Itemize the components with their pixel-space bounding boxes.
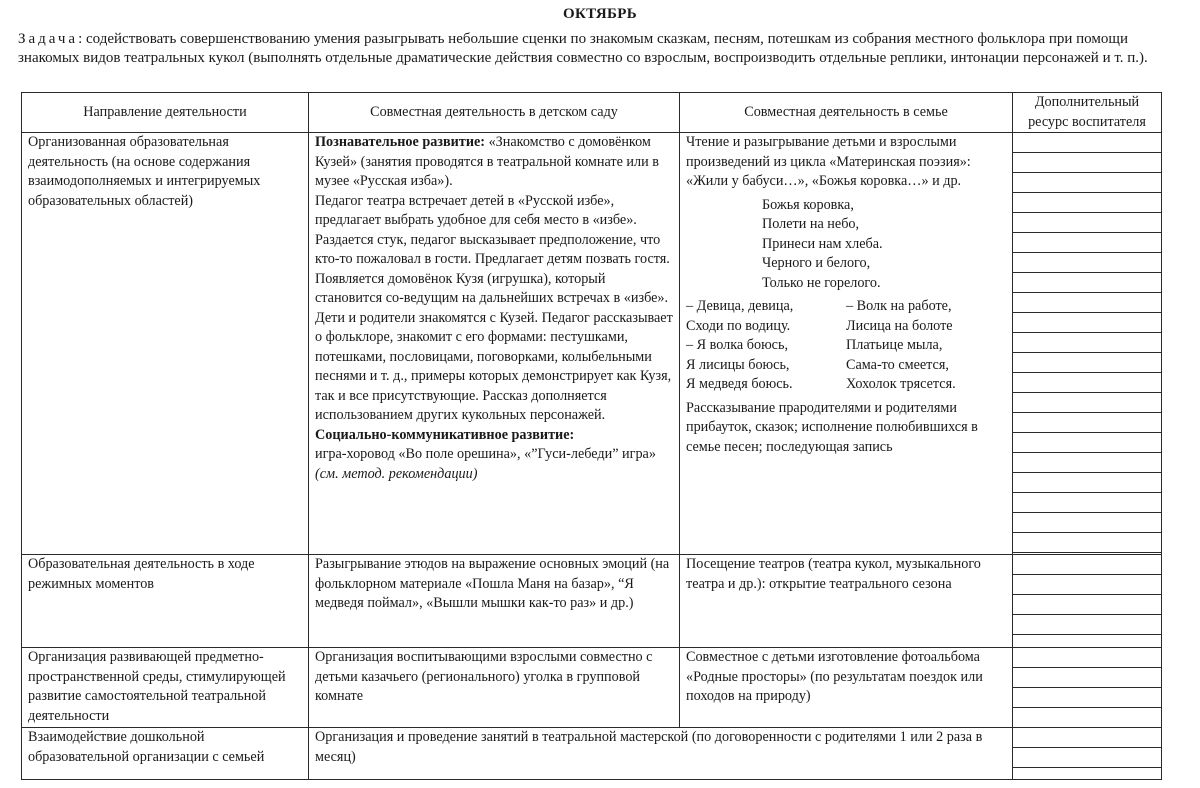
poem-line: Только не горелого.: [762, 274, 881, 291]
poem-line: Божья коровка,: [762, 196, 854, 213]
cell-kindergarten: [309, 133, 680, 555]
header-resource: Дополнительный ресурс воспитателя: [1013, 93, 1162, 133]
cell-family: Посещение театров (театра кукол, музыкального театра и др.): открытие театрального сезона: [680, 555, 1013, 648]
section-text: игра-хоровод «Во поле орешина», «”Гуси-лебеди” игра»: [315, 446, 656, 462]
table-row: [22, 133, 1162, 555]
cell-direction: Организованная образовательная деятельность (на основе содержания взаимодополняемых и интегрируемых образовательных областей): [22, 133, 309, 555]
cell-direction: Взаимодействие дошкольной образовательной организации с семьей: [22, 728, 309, 780]
cell-merged-activity: Организация и проведение занятий в театральной мастерской (по договоренности с родителями 1 или 2 раза в месяц): [309, 728, 1013, 780]
section-heading: Познавательное развитие:: [315, 134, 486, 150]
section-heading: Социально-коммуникативное развитие:: [315, 426, 575, 443]
poem-dialogue: [686, 297, 1006, 395]
poem-line: Платьице мыла,: [846, 337, 943, 353]
cell-family: [680, 133, 1013, 555]
task-text: : содействовать совершенствованию умения разыгрывать небольшие сценки по знакомым сказкам, песням, потешкам из собрания местного фольклора при помощи знакомых видов театральных кукол (выполнять отдельные драматические действия совместно со взрослым, воспроизводить отдельные реплики, интонации персонажей и т. п.).: [18, 31, 1148, 66]
cell-direction: Образовательная деятельность в ходе режимных моментов: [22, 555, 309, 648]
poem-line: Я медведя боюсь.: [686, 376, 793, 392]
writing-lines: [1013, 133, 1161, 554]
header-family: Совместная деятельность в семье: [680, 93, 1013, 133]
writing-lines: [1013, 555, 1161, 647]
header-direction: Направление деятельности: [22, 93, 309, 133]
activity-plan-table: [21, 92, 1162, 780]
lesson-description: Педагог театра встречает детей в «Русской избе», предлагает выбрать удобное для себя место в «избе». Раздается стук, педагог высказывает предположение, что кто-то пожаловал в гости. Предлагает детям позвать гостя. Появляется домовёнок Кузя (игрушка), который становится со-ведущим на дальнейших встречах в «избе». Дети и родители знакомятся с Кузей. Педагог рассказывает о фольклоре, знакомит с его формами: пестушками, потешками, пословицами, поговорками, колыбельными песнями и т. д., примеры которых демонстрирует как Кузя, так и все присутствующие. Рассказ дополняется использованием других кукольных персонажей.: [315, 192, 673, 423]
table-header-row: [22, 93, 1162, 133]
cell-family: Совместное с детьми изготовление фотоальбома «Родные просторы» (по результатам поездок или походов на природу): [680, 648, 1013, 728]
table-row: [22, 728, 1162, 780]
cell-resource: [1013, 648, 1162, 728]
poem-line: – Я волка боюсь,: [686, 337, 788, 353]
cell-resource: [1013, 133, 1162, 555]
task-label: Задача: [18, 31, 79, 47]
poem-line: – Волк на работе,: [846, 298, 952, 314]
task-paragraph: [18, 30, 1180, 68]
social-development-paragraph: [315, 445, 673, 484]
writing-lines: [1013, 648, 1161, 727]
page-title: ОКТЯБРЬ: [563, 6, 637, 22]
poem-line: Черного и белого,: [762, 255, 871, 271]
family-intro: Чтение и разыгрывание детьми и взрослыми произведений из цикла «Материнская поэзия»: «Жили у бабуси…», «Божья коровка…» и др.: [686, 134, 971, 189]
poem-column-right: [846, 297, 1006, 395]
poem-line: Хохолок трясется.: [846, 376, 956, 392]
poem-ladybug: [686, 196, 1006, 294]
method-note: (см. метод. рекомендации): [315, 465, 478, 482]
header-kindergarten: Совместная деятельность в детском саду: [309, 93, 680, 133]
writing-lines: [1013, 728, 1161, 779]
family-outro: Рассказывание прародителями и родителями прибауток, сказок; исполнение полюбившихся в семье песен; последующая запись: [686, 399, 978, 455]
section-text: «Знакомство с домовёнком Кузей» (занятия проводятся в театральной комнате или в музее «Русская изба»).: [315, 134, 659, 189]
cognitive-development-paragraph: [315, 133, 673, 192]
poem-line: Сходи по водицу.: [686, 317, 791, 334]
poem-line: Полети на небо,: [762, 216, 860, 232]
poem-line: Я лисицы боюсь,: [686, 356, 790, 373]
poem-line: – Девица, девица,: [686, 298, 794, 314]
table-row: [22, 648, 1162, 728]
cell-direction: Организация развивающей предметно-пространственной среды, стимулирующей развитие самостоятельной театральной деятельности: [22, 648, 309, 728]
poem-line: Принеси нам хлеба.: [762, 235, 883, 252]
cell-resource: [1013, 728, 1162, 780]
poem-line: Лисица на болоте: [846, 317, 953, 334]
cell-kindergarten: Разыгрывание этюдов на выражение основных эмоций (на фольклорном материале «Пошла Маня на базар», “Я медведя поймал», «Вышли мышки как-то раз» и др.): [309, 555, 680, 648]
poem-column-left: [686, 297, 846, 395]
cell-resource: [1013, 555, 1162, 648]
cell-kindergarten: Организация воспитывающими взрослыми совместно с детьми казачьего (регионального) уголка в групповой комнате: [309, 648, 680, 728]
table-row: [22, 555, 1162, 648]
poem-line: Сама-то смеется,: [846, 356, 949, 373]
